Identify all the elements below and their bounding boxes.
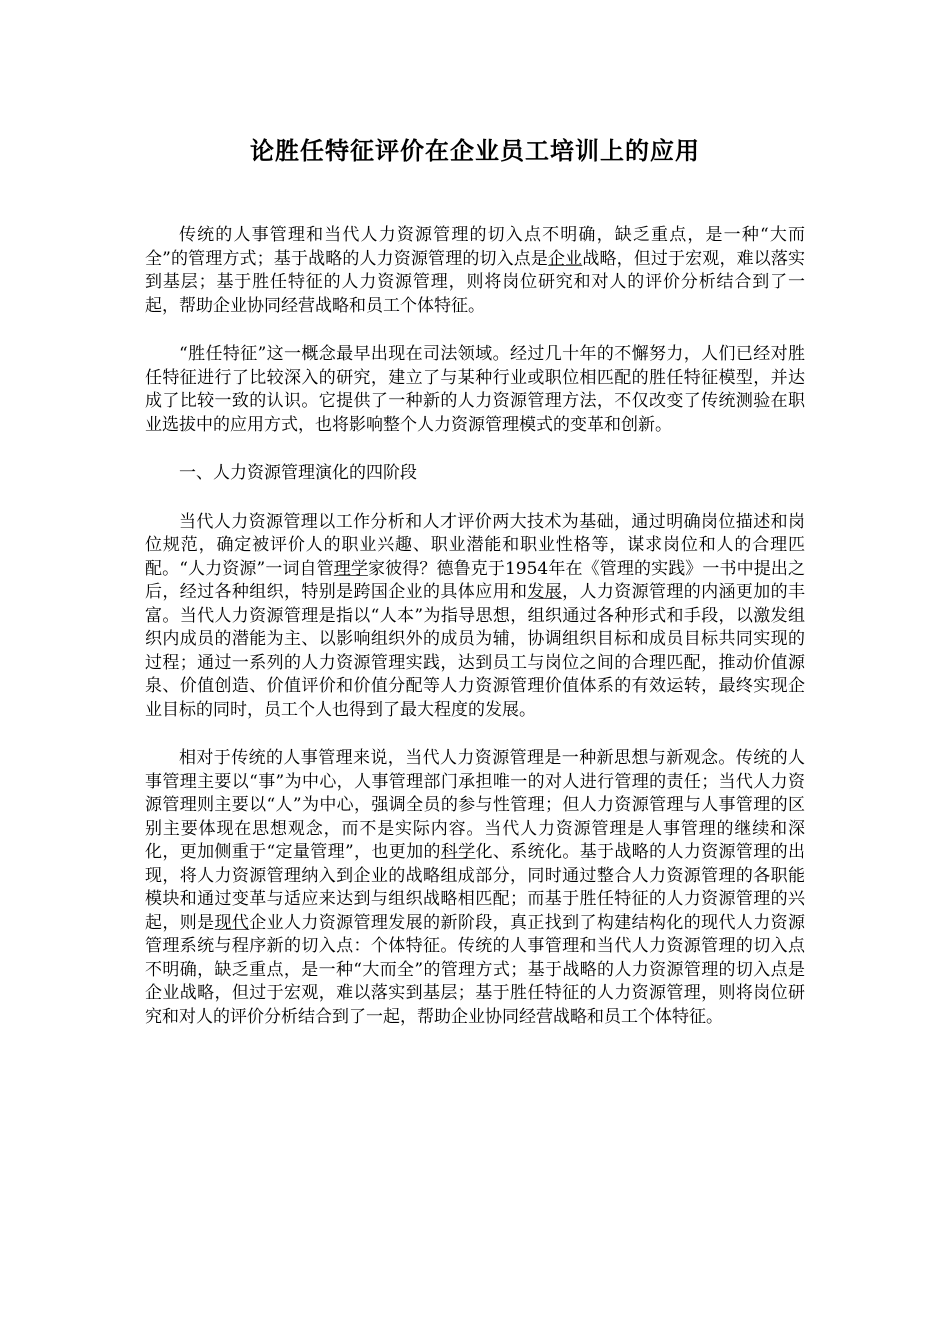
document-title: 论胜任特征评价在企业员工培训上的应用: [250, 137, 700, 165]
paragraph-text: 传统的人事管理和当代人力资源管理的切入点不明确，缺乏重点，是一种“大而全”的管理方式；基于战略的人力资源管理的切入点是: [145, 225, 805, 269]
paragraph-hr-evolution: [145, 511, 805, 723]
paragraph-text: 相对于传统的人事管理来说，当代人力资源管理是一种新思想与新观念。传统的人事管理主要以“事”为中心，人事管理部门承担唯一的对人进行管理的责任；当代人力资源管理则主要以“人”为中心，强调全员的参与性管理；但人力资源管理与人事管理的区别主要体现在思想观念，而不是实际内容。当代人力资源管理是人事管理的继续和深化，更加侧重于“定量管理”，也更加的: [145, 748, 805, 862]
paragraph-text: 当代人力资源管理以工作分析和人才评价两大技术为基础，通过明确岗位描述和岗位规范，确定被评价人的职业兴趣、职业潜能和职业性格等，谋求岗位和人的合理匹配。“人力资源”一词自管: [145, 511, 805, 579]
paragraph-text: 家彼得？德鲁克于1954年在《管理的实践》一书中提出之后，经过各种组织，特别是跨国企业的具体应用和: [145, 558, 806, 602]
paragraph-hr-comparison: [145, 747, 805, 1029]
section-heading-text: 一、人力资源管理演化的四阶段: [179, 463, 417, 483]
paragraph-intro: [145, 224, 805, 318]
paragraph-competency-concept: [145, 343, 805, 437]
paragraph-text: 企业人力资源管理发展的新阶段，真正找到了构建结构化的现代人力资源管理系统与程序新的切入点：个体特征。传统的人事管理和当代人力资源管理的切入点不明确，缺乏重点，是一种“大而全”的管理方式；基于战略的人力资源管理的切入点是企业战略，但过于宏观，难以落实到基层；基于胜任特征的人力资源管理，则将岗位研究和对人的评价分析结合到了一起，帮助企业协同经营战略和员工个体特征。: [145, 912, 806, 1027]
link-management-science[interactable]: 理学: [333, 558, 369, 579]
link-modern[interactable]: 现代: [214, 912, 250, 933]
paragraph-text: 战略，但过于宏观，难以落实到基层；基于胜任特征的人力资源管理，则将岗位研究和对人的评价分析结合到了一起，帮助企业协同经营战略和员工个体特征。: [145, 248, 806, 316]
section-heading: [145, 462, 805, 486]
link-science[interactable]: 科学: [440, 842, 476, 862]
paragraph-text: ，人力资源管理的内涵更加的丰富。当代人力资源管理是指以“人本”为指导思想，组织通过各种形式和手段，以激发组织内成员的潜能为主、以影响组织外的成员为辅，协调组织目标和成员目标共同实现的过程；通过一系列的人力资源管理实践，达到员工与岗位之间的合理匹配，推动价值源泉、价值创造、价值评价和价值分配等人力资源管理价值体系的有效运转，最终实现企业目标的同时，员工个人也得到了最大程度的发展。: [145, 582, 806, 720]
document-page: [145, 0, 805, 1029]
paragraph-text: “胜任特征”这一概念最早出现在司法领域。经过几十年的不懈努力，人们已经对胜任特征进行了比较深入的研究，建立了与某种行业或职位相匹配的胜任特征模型，并达成了比较一致的认识。它提供了一种新的人力资源管理方法，不仅改变了传统测验在职业选拔中的应用方式，也将影响整个人力资源管理模式的变革和创新。: [145, 344, 805, 435]
link-development[interactable]: 发展: [527, 582, 563, 602]
paragraph-text: 化、系统化。基于战略的人力资源管理的出现，将人力资源管理纳入到企业的战略组成部分，同时通过整合人力资源管理的各职能模块和通过变革与适应来达到与组织战略相匹配；而基于胜任特征的人力资源管理的兴起，则是: [145, 842, 805, 933]
link-enterprise[interactable]: 企业: [548, 248, 583, 269]
